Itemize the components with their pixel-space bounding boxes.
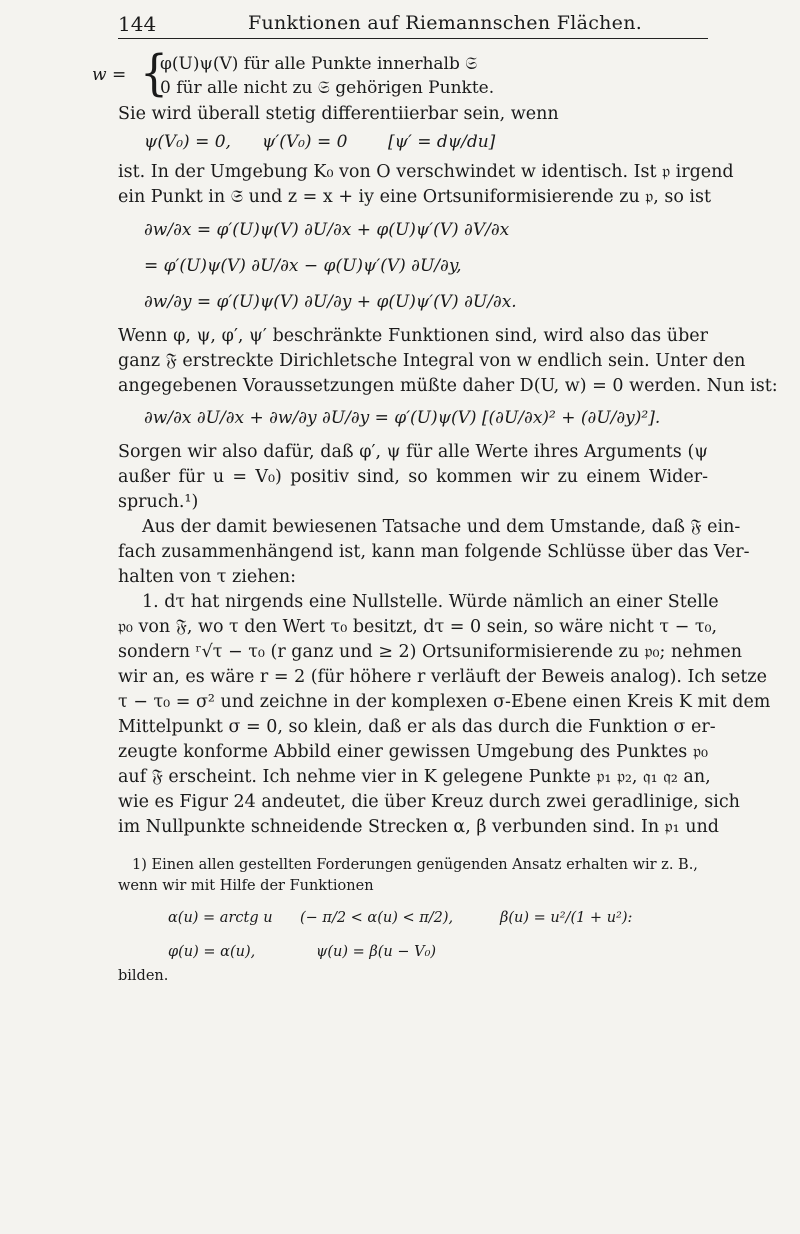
page-number: 144 [118,12,157,36]
text-line-5: ganz 𝔉 erstreckte Dirichletsche Integral von w endlich sein. Unter den [118,351,746,371]
text-line-22: im Nullpunkte schneidende Strecken α, β verbunden sind. In 𝔭₁ und [118,817,719,837]
formula-dirichlet: ∂w/∂x ∂U/∂x + ∂w/∂y ∂U/∂y = φ′(U)ψ(V) [(∂U/∂x)² + (∂U/∂y)²]. [144,408,661,428]
text-line-13: 1. dτ hat nirgends eine Nullstelle. Würde nämlich an einer Stelle [142,592,719,612]
formula-dwdx-2: = φ′(U)ψ(V) ∂U/∂x − φ(U)ψ′(V) ∂U/∂y, [144,256,462,276]
text-line-6: angegebenen Voraussetzungen müßte daher D(U, w) = 0 werden. Nun ist: [118,376,778,396]
text-line-12: halten von τ ziehen: [118,567,296,587]
footnote-formula-3: β(u) = u²/(1 + u²): [500,910,633,926]
text-line-11: fach zusammenhängend ist, kann man folgende Schlüsse über das Ver- [118,542,750,562]
running-title: Funktionen auf Riemannschen Flächen. [248,12,643,34]
text-line-20: auf 𝔉 erscheint. Ich nehme vier in K gelegene Punkte 𝔭₁ 𝔭₂, 𝔮₁ 𝔮₂ an, [118,767,711,787]
footnote-line-2: wenn wir mit Hilfe der Funktionen [118,878,374,894]
footnote-formula-1: α(u) = arctg u [168,910,273,926]
text-line-4: Wenn φ, ψ, φ′, ψ′ beschränkte Funktionen sind, wird also das über [118,326,708,346]
text-line-8: außer für u = V₀) positiv sind, so kommen wir zu einem Wider- [118,467,708,487]
text-line-3: ein Punkt in 𝔖 und z = x + iy eine Ortsuniformisierende zu 𝔭, so ist [118,187,712,207]
text-line-18: Mittelpunkt σ = 0, so klein, daß er als das durch die Funktion σ er- [118,717,716,737]
formula-cond-3: [ψ′ = dψ/du] [388,132,496,152]
footnote-formula-4: φ(u) = α(u), [168,944,256,960]
text-line-1: Sie wird überall stetig differentiierbar sein, wenn [118,104,559,124]
text-line-9: spruch.¹) [118,492,199,512]
formula-dwdy: ∂w/∂y = φ′(U)ψ(V) ∂U/∂y + φ(U)ψ′(V) ∂U/∂x. [144,292,517,312]
def-case-2: 0 für alle nicht zu 𝔖 gehörigen Punkte. [160,78,495,98]
text-line-10: Aus der damit bewiesenen Tatsache und dem Umstande, daß 𝔉 ein- [142,517,741,537]
formula-dwdx: ∂w/∂x = φ′(U)ψ(V) ∂U/∂x + φ(U)ψ′(V) ∂V/∂x [144,220,510,240]
def-case-1: φ(U)ψ(V) für alle Punkte innerhalb 𝔖 [160,54,478,74]
formula-cond-1: ψ(V₀) = 0, [144,132,231,152]
running-header [118,12,708,39]
left-brace: { [140,45,168,102]
text-line-2: ist. In der Umgebung K₀ von O verschwindet w identisch. Ist 𝔭 irgend [118,162,734,182]
text-line-15: sondern ʳ√τ − τ₀ (r ganz und ≥ 2) Ortsuniformisierende zu 𝔭₀; nehmen [118,642,743,662]
text-line-16: wir an, es wäre r = 2 (für höhere r verläuft der Beweis analog). Ich setze [118,667,768,687]
text-line-17: τ − τ₀ = σ² und zeichne in der komplexen σ-Ebene einen Kreis K mit dem [118,692,771,712]
def-lhs: w = [92,65,127,85]
footnote-line-1: 1) Einen allen gestellten Forderungen genügenden Ansatz erhalten wir z. B., [132,857,698,873]
footnote-line-3: bilden. [118,968,169,984]
formula-cond-2: ψ′(V₀) = 0 [262,132,348,152]
text-line-19: zeugte konforme Abbild einer gewissen Umgebung des Punktes 𝔭₀ [118,742,708,762]
footnote-formula-2: (− π/2 < α(u) < π/2), [300,910,454,926]
text-line-14: 𝔭₀ von 𝔉, wo τ den Wert τ₀ besitzt, dτ = 0 sein, so wäre nicht τ − τ₀, [118,617,718,637]
text-line-21: wie es Figur 24 andeutet, die über Kreuz durch zwei geradlinige, sich [118,792,740,812]
footnote-formula-5: ψ(u) = β(u − V₀) [316,944,437,960]
text-line-7: Sorgen wir also dafür, daß φ′, ψ für alle Werte ihres Arguments (ψ [118,442,708,462]
